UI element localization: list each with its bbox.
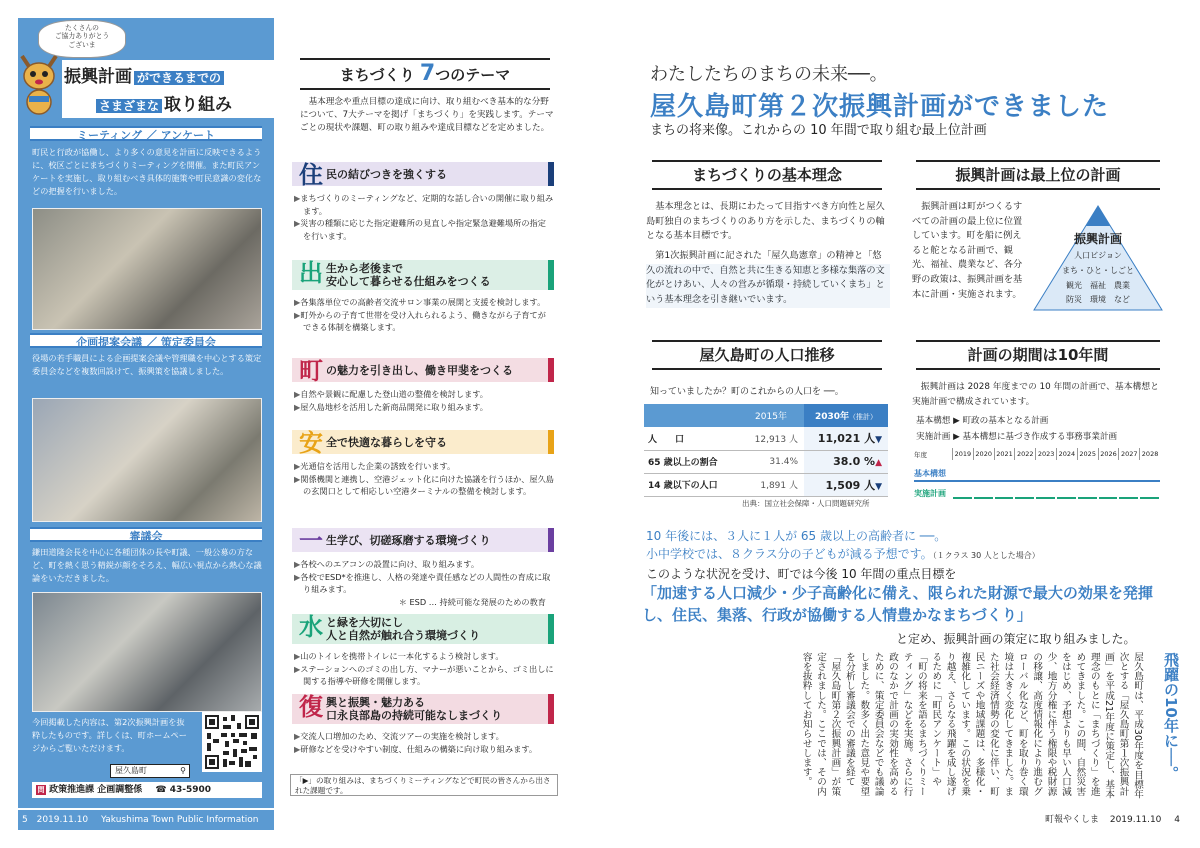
basic-title <box>652 160 882 190</box>
bullet-icon: ▶ <box>294 743 301 754</box>
theme-note: ＊ ESD … 持続可能な発展のための教育 <box>398 596 546 607</box>
right-date: 2019.11.10 <box>1109 815 1162 825</box>
bullet-text: 各集落単位での高齢者交流サロン事業の展開と支援を検討します。 <box>300 297 546 307</box>
theme-bullet <box>294 650 554 663</box>
bar2-segment <box>1099 497 1118 499</box>
theme-title: の魅力を引き出し、働き甲斐をつくる <box>326 364 513 377</box>
theme-bullet <box>294 460 554 473</box>
period-title <box>916 340 1160 370</box>
top-text: 振興計画は町がつくるすべての計画の最上位に位置しています。町を船に例えると舵となる計画で、観光、福祉、農業など、各分野の政策は、振興計画を基本に計画・実施されます。 <box>912 201 1023 300</box>
theme-6 <box>292 612 554 688</box>
bullet-icon: ▶ <box>294 473 301 484</box>
dept-icon: 問 <box>37 785 45 794</box>
pop-row-v1: 1,891 人 <box>738 473 804 496</box>
right-name: 町報やくしま <box>1044 815 1099 825</box>
pop-row-label: 人 口 <box>644 427 738 450</box>
period-text: 振興計画は 2028 年度までの 10 年間の計画で、基本構想と実施計画で構成されています。 <box>912 382 1159 407</box>
theme-1 <box>292 160 554 242</box>
theme-kanji: 復 <box>299 693 323 721</box>
bullet-icon: ▶ <box>294 218 301 229</box>
bar2-segment <box>1015 497 1034 499</box>
theme-title: と緑を大切にし 人と自然が触れ合う環境づくり <box>326 616 480 642</box>
bullet-text: 屋久島地杉を活用した新商品開発に取り組みます。 <box>300 401 488 412</box>
theme-bullet <box>294 558 554 571</box>
title-b: ができるまでの <box>134 71 224 85</box>
year-cell: 2027 <box>1118 448 1139 460</box>
basic-highlight <box>646 264 890 308</box>
footer-text: 今回掲載した内容は、第2次振興計画を抜粋したものです。詳しくは、町ホームページからご覧いただけます。 <box>32 717 187 753</box>
pop-row <box>644 450 888 473</box>
sec1-text: 町民と行政が協働し、より多くの意見を計画に反映できるように、校区ごとにまちづくりミーティングを開催。また町民アンケートを実施し、取り組むべき具体的施策や町民意識の変化などの把握を行いました。 <box>32 147 262 196</box>
contact-bar <box>32 782 262 798</box>
theme-title: 生学び、切磋琢磨する環境づくり <box>326 534 491 547</box>
council-photo <box>32 592 262 712</box>
theme-bullet <box>294 217 554 242</box>
bullet-text: 自然や景観に配慮した登山道の整備を検討します。 <box>300 389 488 399</box>
bullet-icon: ▶ <box>294 309 301 320</box>
theme-3 <box>292 356 554 413</box>
meeting-photo <box>32 208 262 330</box>
year-cell: 2020 <box>973 448 994 460</box>
bullet-icon: ▶ <box>294 461 301 471</box>
theme-7 <box>292 692 554 755</box>
theme-title: 全で快適な暮らしを守る <box>326 436 447 449</box>
bar2-segment <box>995 497 1014 499</box>
pyramid-l3: 観光 福祉 農業 <box>1066 281 1130 290</box>
pop-row-v2: 11,021 人 <box>817 432 876 446</box>
theme-bullet <box>294 296 554 309</box>
search-label: 屋久島町 <box>115 766 147 775</box>
year-cell: 2021 <box>994 448 1015 460</box>
theme-5 <box>292 526 554 608</box>
sec3-head: 審議会 <box>30 527 262 542</box>
pop-table <box>644 404 888 497</box>
bullet-icon: ▶ <box>294 401 301 412</box>
pyramid-diagram <box>1030 204 1166 312</box>
bullet-text: 研修などを受けやすい制度、仕組みの構築に向け取り組みます。 <box>300 743 538 754</box>
theme-bullet <box>294 730 554 743</box>
headline: 屋久島町第２次振興計画ができました <box>650 92 1110 122</box>
theme-title: 民の結びつきを強くする <box>326 168 447 181</box>
pop-row <box>644 473 888 496</box>
bar1-label: 基本構想 <box>914 469 946 478</box>
pop-intro: 知っていましたか？町のこれからの人口を ──。 <box>650 387 844 397</box>
speech-bubble: たくさんの ご協力ありがとう ございま <box>38 20 126 58</box>
theme-bullet <box>294 473 554 498</box>
left-footer <box>18 810 274 830</box>
bullet-text: 各校へのエアコンの設置に向け、取り組みます。 <box>300 559 480 569</box>
vertical-text: 屋久島町は、平成30年度を目標年次とする「屋久島町第１次振興計画」を平成21年度に策定し、基本理念のもとに「まちづくり」を進めてきました。この間、自然災害をはじめ、予想よりも早い人口減少、地方分権に伴う権限や税財源の移譲、高度情報化により進むグローバル化など、町を取り巻く環境は大きく変化してきました。また社会経済情勢の変化に伴い、町民ニーズや地域課題は、多様化・複雑化しています。この状況を乗り越え、さらなる飛躍を成し遂げるために「町民アンケート」や「町の将来を語るまちづくりミーティング」などを実施。さらに行政のなかで計画の実効性を高めるために、策定委員会などでも議論しました。数多く出た意見や要望を分析し審議会での審議を経て「屋久島町第２次振興計画」が策定されました。ここでは、その内容を抜粋してお知らせします。 <box>800 652 1143 799</box>
bullet-icon: ▶ <box>294 559 301 569</box>
qr-code-icon <box>202 712 262 772</box>
pyramid-l1: 人口ビジョン <box>1074 251 1122 260</box>
stat2-line <box>646 545 1040 562</box>
left-name: Yakushima Town Public Information <box>101 815 259 825</box>
theme-2 <box>292 258 554 334</box>
pop-h3: （推計） <box>849 413 878 421</box>
pop-row-label: 65 歳以上の割合 <box>644 450 738 473</box>
theme-bullet <box>294 388 554 401</box>
left-page: 5 <box>22 815 28 825</box>
search-box[interactable] <box>110 764 190 778</box>
kicker: わたしたちのまちの未来──。 <box>650 64 888 85</box>
theme-kanji: 町 <box>299 357 323 385</box>
theme-kanji: 水 <box>299 613 323 641</box>
pop-h2: 2030年 <box>814 412 850 422</box>
goal: 「加速する人口減少・少子高齢化に備え、限られた財源で最大の効果を発揮し、住民、集落、行政が協働する人情豊かなまちづくり」 <box>642 584 1153 624</box>
vertical-title: 飛躍の10年に──。 <box>1162 652 1180 781</box>
themes-intro: 基本理念や重点目標の達成に向け、取り組むべき基本的な分野について、7大テーマを掲げ「まちづくり」を実践します。テーマごとの現状や課題、町の取り組みや達成目標などを定めました。 <box>300 97 554 133</box>
year-cell: 2023 <box>1035 448 1056 460</box>
theme-kanji: 出 <box>299 259 323 287</box>
bullet-text: 関係機関と連携し、空港ジェット化に向けた協議を行うほか、屋久島の玄関口として相応しい空港ターミナルの整備を検討します。 <box>300 473 554 497</box>
goal-lead: このような状況を受け、町では今後 10 年間の重点目標を <box>646 567 957 581</box>
phone: ☎ 43-5900 <box>155 785 212 795</box>
bullet-icon: ▶ <box>294 389 301 399</box>
basic-text-2-body: 第1次振興計画に記された「屋久島憲章」の精神と「悠久の流れの中で、自然と共に生きる知恵と多様な集落の文化がとけあい、人々の営みが循環・持続していくまち」という基本理念を引き継いでいます。 <box>646 250 885 305</box>
bullet-icon: ▶ <box>294 297 301 307</box>
bullet-icon: ▶ <box>294 651 301 661</box>
bullet-text: 各校でESD*を推進し、人格の発達や責任感などの人間性の育成に取り組みます。 <box>300 571 551 595</box>
theme-title: 生から老後まで 安心して暮らせる仕組みをつくる <box>326 262 491 288</box>
left-date: 2019.11.10 <box>36 815 89 825</box>
year-cell: 2028 <box>1139 448 1160 460</box>
period-title-text: 計画の期間は10年間 <box>967 346 1109 364</box>
bullet-text: ステーションへのゴミの出し方、マナーが悪いことから、ゴミ出しに関する指導や研修を開催します。 <box>300 663 554 687</box>
theme-bullet <box>294 192 554 217</box>
bar2-segment <box>953 497 972 499</box>
bullet-icon: ▶ <box>294 663 301 674</box>
bar2 <box>952 495 1160 501</box>
theme-kanji: 安 <box>299 429 323 457</box>
bullet-text: 町外からの子育て世帯を受け入れられるよう、働きながら子育てができる体制を構築します。 <box>300 309 546 333</box>
sidebar <box>18 18 274 808</box>
bullet-text: まちづくりのミーティングなど、定期的な話し合いの開催に取り組みます。 <box>300 193 554 216</box>
bar2-segment <box>1140 497 1159 499</box>
theme-bullet <box>294 571 554 596</box>
year-cell: 2022 <box>1014 448 1035 460</box>
bullet-text: 光通信を活用した企業の誘致を行います。 <box>300 461 456 471</box>
period-l2: 実施計画 ▶ 基本構想に基づき作成する事務事業計画 <box>916 432 1118 442</box>
bullet-text: 交流人口増加のため、交流ツアーの実施を検討します。 <box>300 731 504 741</box>
themes-header-num: 7 <box>419 61 436 86</box>
theme-kanji: 住 <box>299 161 323 189</box>
sidebar-title <box>62 60 274 118</box>
mascot-icon <box>16 46 62 116</box>
themes-footnote: 「▶」の取り組みは、まちづくりミーティングなどで町民の皆さんから出された課題です。 <box>290 774 558 796</box>
bullet-text: 山のトイレを携帯トイレに一本化するよう検討します。 <box>300 651 504 661</box>
theme-4 <box>292 428 554 498</box>
pop-row-mark: ▼ <box>875 481 882 492</box>
pop-row <box>644 427 888 450</box>
pyramid-label: 振興計画 <box>1073 232 1122 246</box>
bar2-label: 実施計画 <box>914 489 946 498</box>
theme-bullet <box>294 309 554 334</box>
pop-row-mark: ▼ <box>875 435 882 446</box>
themes-header <box>300 58 550 90</box>
subhead: まちの将来像。これからの 10 年間で取り組む最上位計画 <box>650 123 987 138</box>
pyramid-l4: 防災 環境 など <box>1066 295 1130 304</box>
bar2-segment <box>974 497 993 499</box>
theme-bullet <box>294 663 554 688</box>
sec3-text: 鎌田道隆会長を中心に各種団体の長や町議、一般公募の方など、町を熱く思う精鋭が顔をそろえ、幅広い視点から熱心な議論をいただきました。 <box>32 547 262 583</box>
pop-row-mark: ▲ <box>875 458 882 468</box>
bar2-segment <box>1057 497 1076 499</box>
timeline <box>912 448 1162 504</box>
bar2-segment <box>1119 497 1138 499</box>
sec2-text: 役場の若手職員による企画提案会議や管理職を中心とする策定委員会などを複数回設けて、振興策を協議しました。 <box>32 353 262 376</box>
pop-title-text: 屋久島町の人口推移 <box>699 346 835 364</box>
theme-bullet <box>294 743 554 756</box>
themes-header-a: まちづくり <box>339 66 415 84</box>
year-cell: 2024 <box>1056 448 1077 460</box>
pop-row-v1: 31.4% <box>738 450 804 473</box>
title-a: 振興計画 <box>64 67 132 87</box>
pop-source: 出典：国立社会保障・人口問題研究所 <box>742 499 870 508</box>
title-c: さまざまな <box>96 99 162 113</box>
right-page: 4 <box>1174 815 1180 825</box>
bar1 <box>914 480 1160 482</box>
goal-tail: と定め、振興計画の策定に取り組みました。 <box>896 632 1136 646</box>
sec2-head: 企画提案会議 ／ 策定委員会 <box>30 333 262 348</box>
stat2-note: （１クラス 30 人とした場合） <box>932 551 1040 560</box>
committee-photo <box>32 398 262 522</box>
theme-kanji: 一 <box>299 527 323 555</box>
year-cell: 2026 <box>1098 448 1119 460</box>
bullet-icon: ▶ <box>294 571 301 582</box>
theme-title: 興と振興・魅力ある 口永良部島の持続可能なしまづくり <box>326 696 502 722</box>
pop-row-label: 14 歳以下の人口 <box>644 473 738 496</box>
bullet-icon: ▶ <box>294 193 301 203</box>
stat1: 10 年後には、３人に１人が 65 歳以上の高齢者に ──。 <box>646 529 947 543</box>
years-label: 年度 <box>914 451 927 459</box>
pyramid-l2: まち・ひと・しごと <box>1062 266 1134 275</box>
title-d: 取り組み <box>164 95 233 115</box>
stat2: 小中学校では、８クラス分の子どもが減る予想です。 <box>646 547 933 561</box>
bar2-segment <box>1036 497 1055 499</box>
dept-name: 政策推進課 企画調整係 <box>49 785 143 795</box>
years-row <box>952 448 1160 460</box>
bullet-icon: ▶ <box>294 731 301 741</box>
period-l1: 基本構想 ▶ 町政の基本となる計画 <box>916 416 1049 426</box>
search-icon: ⚲ <box>180 766 186 775</box>
top-title <box>916 160 1160 190</box>
sec1-head: ミーティング ／ アンケート <box>30 126 262 141</box>
year-cell: 2019 <box>952 448 973 460</box>
pop-header-row <box>644 404 888 427</box>
year-cell: 2025 <box>1077 448 1098 460</box>
themes-header-tail: つのテーマ <box>435 66 511 84</box>
bullet-text: 災害の種類に応じた指定避難所の見直しや指定緊急避難場所の指定を行います。 <box>300 218 546 241</box>
pop-h1: 2015年 <box>755 412 787 422</box>
basic-title-text: まちづくりの基本理念 <box>692 166 842 184</box>
top-title-text: 振興計画は最上位の計画 <box>955 166 1121 184</box>
basic-text-1: 基本理念とは、長期にわたって目指すべき方向性と屋久島町独自のまちづくりのあり方を示した、まちづくりの軸となる基本目標です。 <box>646 201 885 242</box>
pop-row-v2: 1,509 人 <box>825 478 876 492</box>
pop-row-v2: 38.0 % <box>833 455 876 468</box>
pop-row-v1: 12,913 人 <box>738 427 804 450</box>
theme-bullet <box>294 401 554 414</box>
pop-title <box>652 340 882 370</box>
right-footer <box>1030 810 1180 830</box>
bar2-segment <box>1078 497 1097 499</box>
